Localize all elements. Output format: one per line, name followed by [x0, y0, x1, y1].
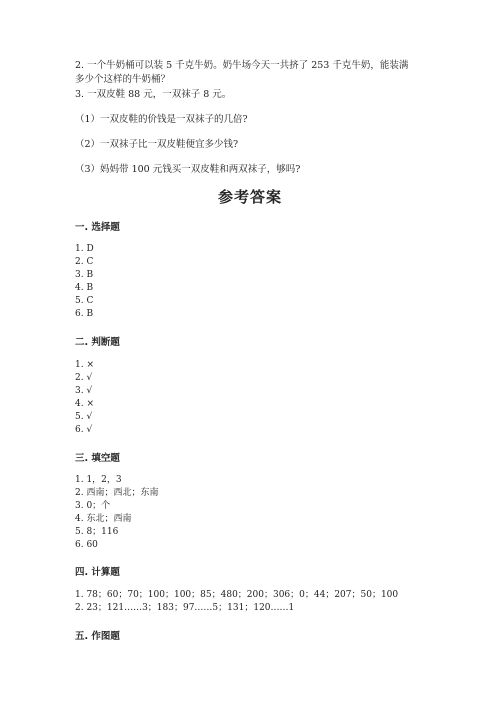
section-draw-heading: 五. 作图题: [75, 631, 120, 642]
fill-answer: 3. 0；个: [75, 501, 111, 511]
calc-answer: 1. 78；60；70；100；100；85；480；200；306；0；44；207；50；100: [75, 590, 399, 600]
problem-3-question-2: （2）一双袜子比一双皮鞋便宜多少钱?: [75, 139, 239, 150]
problem-2-line-1: 2. 一个牛奶桶可以装 5 千克牛奶。奶牛场今天一共挤了 253 千克牛奶，能装满: [75, 60, 409, 71]
choice-answer: 1. D: [75, 244, 94, 254]
choice-answer: 3. B: [75, 270, 94, 280]
choice-answer: 6. B: [75, 309, 94, 319]
problem-3: 3. 一双皮鞋 88 元，一双袜子 8 元。: [75, 89, 232, 100]
judge-answer: 1. ×: [75, 360, 94, 370]
fill-answer: 6. 60: [75, 540, 98, 550]
section-judge-heading: 二. 判断题: [75, 337, 120, 348]
fill-answer: 2. 西南；西北；东南: [75, 488, 159, 498]
answers-title: 参考答案: [217, 188, 282, 206]
problem-3-question-3: （3）妈妈带 100 元钱买一双皮鞋和两双袜子，够吗?: [75, 164, 301, 175]
fill-answer: 1. 1，2，3: [75, 475, 122, 485]
judge-answer: 4. ×: [75, 399, 94, 409]
judge-answer: 6. √: [75, 425, 93, 435]
problem-3-question-1: （1）一双皮鞋的价钱是一双袜子的几倍?: [75, 114, 248, 125]
judge-answer: 3. √: [75, 386, 93, 396]
calc-answer: 2. 23；121……3；183；97……5；131；120……1: [75, 603, 295, 613]
judge-answer: 5. √: [75, 412, 93, 422]
choice-answer: 4. B: [75, 283, 94, 293]
section-fill-heading: 三. 填空题: [75, 453, 120, 464]
problem-2-line-2: 多少个这样的牛奶桶？: [75, 74, 171, 85]
section-choice-heading: 一. 选择题: [75, 222, 120, 233]
fill-answer: 4. 东北；西南: [75, 514, 132, 524]
fill-answer: 5. 8；116: [75, 527, 119, 537]
judge-answer: 2. √: [75, 373, 93, 383]
section-calc-heading: 四. 计算题: [75, 567, 120, 578]
choice-answer: 5. C: [75, 296, 94, 306]
choice-answer: 2. C: [75, 257, 94, 267]
